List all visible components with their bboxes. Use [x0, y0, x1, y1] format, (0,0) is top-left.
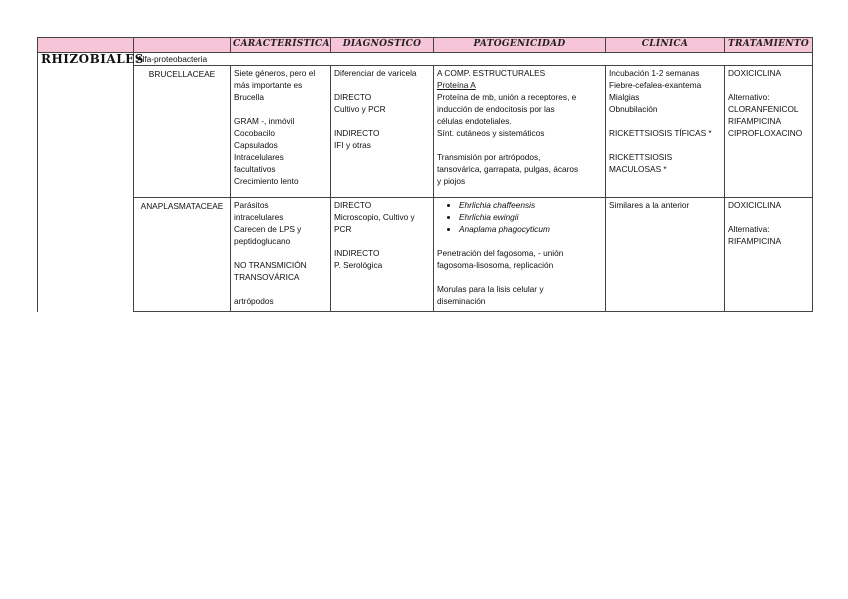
- text-line: GRAM -, inmóvil: [234, 116, 295, 126]
- class-label: Alfa-proteobacteria: [134, 53, 813, 66]
- order-cell: [38, 52, 144, 312]
- line-gap: [609, 139, 721, 151]
- text-line: Alternativa:: [728, 224, 770, 234]
- text-line: P. Serológica: [334, 260, 383, 270]
- line-gap: [234, 247, 327, 259]
- header-clinica: CLÍNICA: [606, 38, 725, 53]
- line-gap: [334, 115, 430, 127]
- text-line: Cocobacilo: [234, 128, 276, 138]
- patogenicidad-subtitle: Proteína A: [437, 80, 476, 90]
- line-gap: [437, 271, 602, 283]
- patogenicidad-text: [437, 235, 602, 307]
- header-row: [38, 38, 813, 53]
- text-line: diseminación: [437, 296, 486, 306]
- species-item: • Ehrlichia chaffeensis: [459, 199, 602, 211]
- text-line: Proteína de mb, unión a receptores, e: [437, 92, 577, 102]
- text-line: Fiebre-cefalea-exantema: [609, 80, 702, 90]
- header-tratamiento: TRATAMIENTO: [725, 38, 813, 53]
- patogenicidad-cell: [434, 198, 606, 312]
- text-line: inducción de endocitosis por las: [437, 104, 555, 114]
- clinica-cell: [606, 66, 725, 198]
- text-line: fagosoma-lisosoma, replicación: [437, 260, 554, 270]
- header-blank-2: [134, 38, 231, 53]
- tratamiento-cell: [725, 66, 813, 198]
- text-line: Microscopio, Cultivo y: [334, 212, 415, 222]
- order-label: RHIZOBIALES: [41, 52, 144, 66]
- text-line: DIRECTO: [334, 200, 372, 210]
- diagnostico-cell: [331, 66, 434, 198]
- header-blank-1: [38, 38, 134, 53]
- tratamiento-cell: [725, 198, 813, 312]
- species-item: • Ehrlichia ewingii: [459, 211, 602, 223]
- caracteristica-cell: [231, 198, 331, 312]
- header-caracteristica: CARACTERÍSTICA: [231, 38, 331, 53]
- text-line: intracelulares: [234, 212, 284, 222]
- text-line: DOXICICLINA: [728, 68, 782, 78]
- text-line: DOXICICLINA: [728, 200, 782, 210]
- text-line: Brucella: [234, 92, 264, 102]
- text-line: CLORANFENICOL: [728, 104, 799, 114]
- text-line: Morulas para la lisis celular y: [437, 284, 544, 294]
- family-cell: ANAPLASMATACEAE: [134, 198, 231, 312]
- diagnostico-cell: [331, 198, 434, 312]
- table-row: [38, 66, 813, 198]
- text-line: artrópodos: [234, 296, 274, 306]
- text-line: Capsulados: [234, 140, 278, 150]
- text-line: Alternativo:: [728, 92, 770, 102]
- text-line: IFI y otras: [334, 140, 371, 150]
- text-line: TRANSOVÁRICA: [234, 272, 300, 282]
- text-line: Transmisión por artrópodos,: [437, 152, 541, 162]
- text-line: tansovárica, garrapata, pulgas, ácaros: [437, 164, 579, 174]
- clinica-cell: [606, 198, 725, 312]
- patogenicidad-text: [437, 91, 602, 187]
- line-gap: [334, 79, 430, 91]
- species-item: • Anaplama phagocyticum: [459, 223, 602, 235]
- header-patogenicidad: PATOGENICIDAD: [434, 38, 606, 53]
- line-gap: [728, 79, 809, 91]
- line-gap: [437, 139, 602, 151]
- text-line: facultativos: [234, 164, 276, 174]
- patogenicidad-title: A COMP. ESTRUCTURALES: [437, 68, 546, 78]
- header-diagnostico: DIAGNÓSTICO: [331, 38, 434, 53]
- text-line: Intracelulares: [234, 152, 284, 162]
- text-line: más importante es: [234, 80, 303, 90]
- text-line: RICKETTSIOSIS: [609, 152, 673, 162]
- text-line: Penetración del fagosoma, - unión: [437, 248, 564, 258]
- classification-table-container: [37, 37, 813, 312]
- text-line: MACULOSAS *: [609, 164, 667, 174]
- text-line: Crecimiento lento: [234, 176, 299, 186]
- line-gap: [234, 283, 327, 295]
- table-row: [38, 198, 813, 312]
- text-line: RIFAMPICINA: [728, 116, 782, 126]
- text-line: Similares a la anterior: [609, 200, 690, 210]
- text-line: Incubación 1-2 semanas: [609, 68, 700, 78]
- text-line: NO TRANSMICIÓN: [234, 260, 307, 270]
- line-gap: [437, 235, 602, 247]
- caracteristica-cell: [231, 66, 331, 198]
- text-line: y piojos: [437, 176, 466, 186]
- text-line: células endoteliales.: [437, 116, 512, 126]
- text-line: peptidoglucano: [234, 236, 291, 246]
- text-line: INDIRECTO: [334, 248, 380, 258]
- family-cell: BRUCELLACEAE: [134, 66, 231, 198]
- text-line: Cultivo y PCR: [334, 104, 386, 114]
- text-line: Mialgias: [609, 92, 640, 102]
- text-line: Diferenciar de varicela: [334, 68, 417, 78]
- text-line: Sínt. cutáneos y sistemáticos: [437, 128, 545, 138]
- line-gap: [234, 103, 327, 115]
- text-line: Parásitos: [234, 200, 269, 210]
- line-gap: [334, 235, 430, 247]
- text-line: DIRECTO: [334, 92, 372, 102]
- species-list: [437, 199, 602, 235]
- text-line: Carecen de LPS y: [234, 224, 302, 234]
- text-line: PCR: [334, 224, 352, 234]
- patogenicidad-cell: [434, 66, 606, 198]
- class-row: [38, 53, 813, 66]
- line-gap: [609, 115, 721, 127]
- text-line: Obnubilación: [609, 104, 658, 114]
- text-line: Siete géneros, pero el: [234, 68, 316, 78]
- line-gap: [728, 211, 809, 223]
- text-line: CIPROFLOXACINO: [728, 128, 803, 138]
- text-line: RIFAMPICINA: [728, 236, 782, 246]
- text-line: RICKETTSIOSIS TÍFICAS *: [609, 128, 712, 138]
- classification-table: [37, 37, 813, 312]
- text-line: INDIRECTO: [334, 128, 380, 138]
